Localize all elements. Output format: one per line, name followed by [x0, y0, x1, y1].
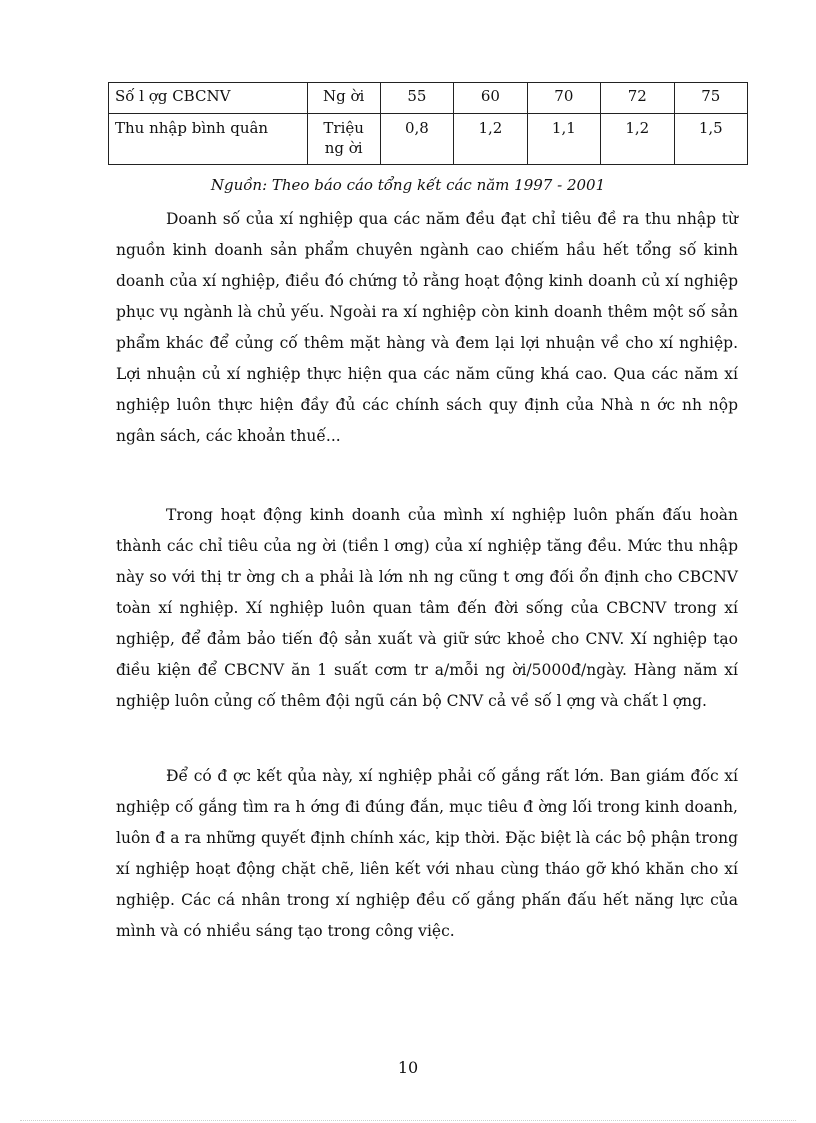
- table-cell: 72: [601, 83, 674, 114]
- table-cell: 70: [527, 83, 600, 114]
- body-paragraph: Doanh số của xí nghiệp qua các năm đều đạt chỉ tiêu đề ra thu nhập từ nguồn kinh doanh sản phẩm chuyên ngành cao chiếm hầu hết tổng số kinh doanh của xí nghiệp, điều đó chứng tỏ rằng hoạt động kinh doanh củ xí nghiệp phục vụ ngành là chủ yếu. Ngoài ra xí nghiệp còn kinh doanh thêm một số sản phẩm khác để củng cố thêm mặt hàng và đem lại lợi nhuận về cho xí nghiệp. Lợi nhuận củ xí nghiệp thực hiện qua các năm cũng khá cao. Qua các năm xí nghiệp luôn thực hiện đầy đủ các chính sách quy định của Nhà n ớc nh nộp ngân sách, các khoản thuế...: [116, 210, 738, 445]
- row-unit: Triệu ng ời: [307, 114, 380, 165]
- page-number: 10: [397, 1058, 419, 1077]
- body-paragraph: Trong hoạt động kinh doanh của mình xí nghiệp luôn phấn đấu hoàn thành các chỉ tiêu của ng ời (tiền l ơng) của xí nghiệp tăng đều. Mức thu nhập này so với thị tr ờng ch a phải là lớn nh ng cũng t ơng đối ổn định cho CBCNV toàn xí nghiệp. Xí nghiệp luôn quan tâm đến đời sống của CBCNV trong xí nghiệp, để đảm bảo tiến độ sản xuất và giữ sức khoẻ cho CNV. Xí nghiệp tạo điều kiện để CBCNV ăn 1 suất cơm tr a/mỗi ng ời/5000đ/ngày. Hàng năm xí nghiệp luôn củng cố thêm đội ngũ cán bộ CNV cả về số l ợng và chất l ợng.: [116, 506, 738, 710]
- table-cell: 60: [454, 83, 527, 114]
- staff-income-table: [108, 82, 748, 165]
- table-cell: 0,8: [380, 114, 453, 165]
- table-cell: 1,2: [454, 114, 527, 165]
- table-cell: 1,5: [674, 114, 747, 165]
- table-cell: 55: [380, 83, 453, 114]
- table-cell: 1,2: [601, 114, 674, 165]
- row-label: Thu nhập bình quân: [109, 114, 308, 165]
- table-row: [109, 114, 748, 165]
- footer-divider: [20, 1120, 796, 1121]
- row-label: Số l ợg CBCNV: [109, 83, 308, 114]
- source-note: Nguồn: Theo báo cáo tổng kết các năm 1997 - 2001: [210, 176, 606, 194]
- body-paragraph: Để có đ ợc kết qủa này, xí nghiệp phải cố gắng rất lớn. Ban giám đốc xí nghiệp cố gắng tìm ra h ớng đi đúng đắn, mục tiêu đ ờng lối trong kinh doanh, luôn đ a ra những quyết định chính xác, kịp thời. Đặc biệt là các bộ phận trong xí nghiệp hoạt động chặt chẽ, liên kết với nhau cùng tháo gỡ khó khăn cho xí nghiệp. Các cá nhân trong xí nghiệp đều cố gắng phấn đấu hết năng lực của mình và có nhiều sáng tạo trong công việc.: [116, 767, 738, 940]
- table-row: [109, 83, 748, 114]
- table-cell: 75: [674, 83, 747, 114]
- table-cell: 1,1: [527, 114, 600, 165]
- row-unit: Ng ời: [307, 83, 380, 114]
